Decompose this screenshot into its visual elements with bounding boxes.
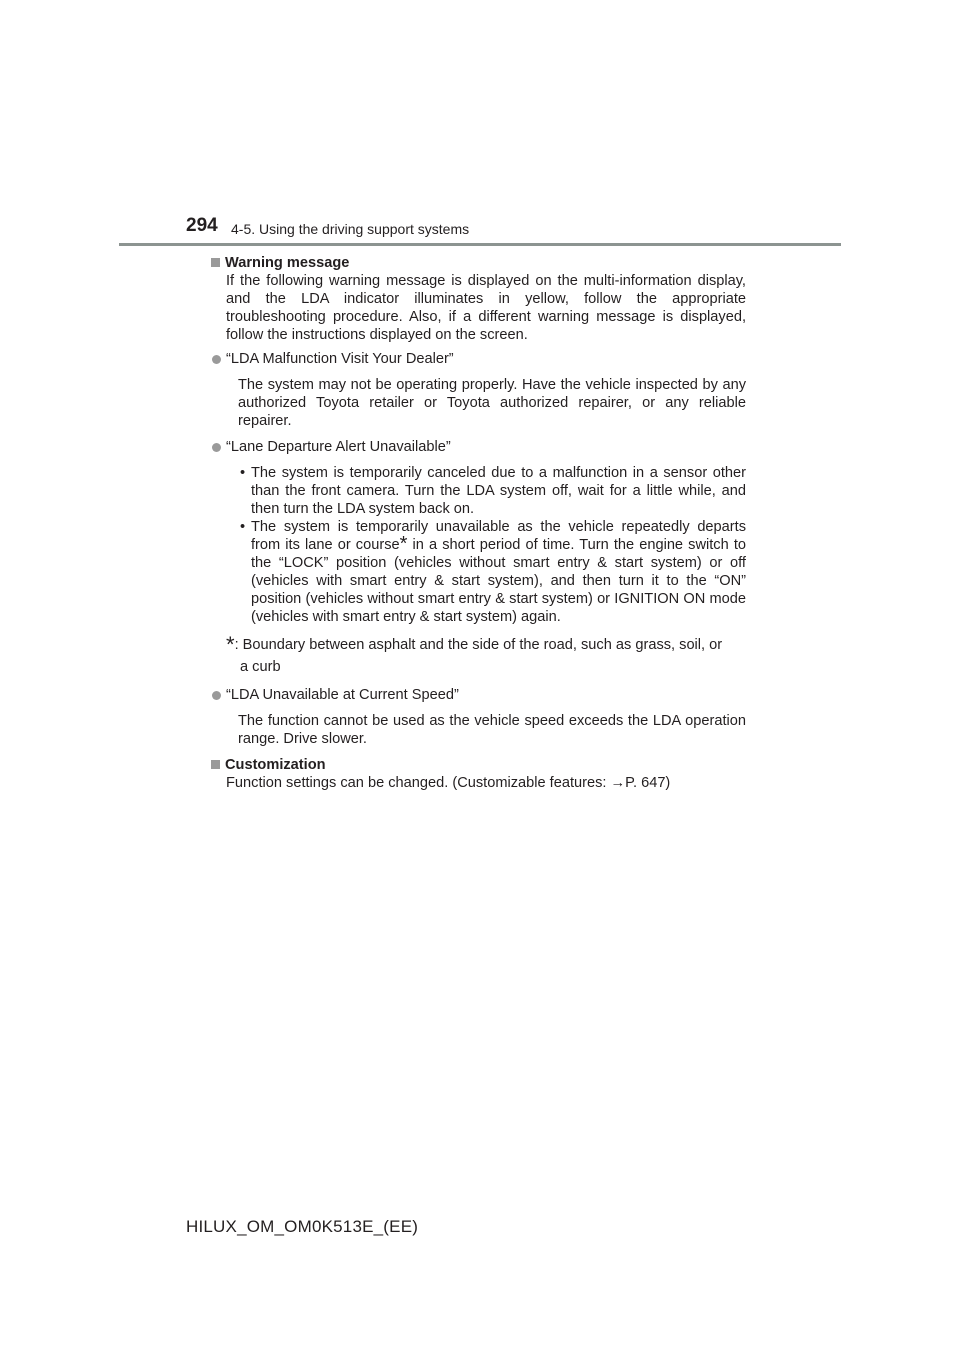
- page-reference-link[interactable]: P. 647): [625, 775, 671, 791]
- customization-text: [210, 774, 746, 792]
- arrow-icon: →: [610, 775, 626, 791]
- header-divider: [119, 243, 841, 246]
- customization-heading: [210, 756, 746, 774]
- document-code: HILUX_OM_OM0K513E_(EE): [186, 1217, 419, 1236]
- warning-message-heading: [210, 254, 746, 272]
- footnote-marker: *: [226, 632, 235, 657]
- page-content: [210, 254, 746, 792]
- heading-text: Customization: [225, 757, 326, 773]
- message-title: “LDA Malfunction Visit Your Dealer”: [226, 351, 454, 367]
- message-lda-speed: [210, 686, 746, 704]
- page-number: 294: [186, 215, 218, 236]
- list-item-text-a: The system is temporarily unavailable as the vehicle repeatedly departs from its lane or course: [251, 519, 746, 553]
- message-lda-speed-text: The function cannot be used as the vehicle speed exceeds the LDA operation range. Drive slower.: [238, 713, 746, 747]
- section-title: 4-5. Using the driving support systems: [231, 221, 470, 237]
- list-item: [210, 464, 746, 518]
- message-lda-malfunction-text: The system may not be operating properly. Have the vehicle inspected by any authorized Toyota retailer or Toyota authorized repairer, or any reliable repairer.: [238, 377, 746, 429]
- footnote-reference: *: [399, 533, 408, 555]
- warning-intro: If the following warning message is displayed on the multi-information display, and the LDA indicator illuminates in yellow, follow the appropriate troubleshooting procedure. Also, if a different warning message is displayed, follow the instructions displayed on the screen.: [226, 273, 746, 343]
- customization-text-prefix: Function settings can be changed. (Customizable features:: [226, 775, 611, 791]
- list-item-text-b: in a short period of time. Turn the engine switch to the “LOCK” position (vehicles without smart entry & start system) or off (vehicles with smart entry & start system), and then turn it to the “ON” position (vehicles without smart entry & start system) or IGNITION ON mode (vehicles with smart entry & start system) again.: [251, 537, 746, 625]
- footnote-text: : Boundary between asphalt and the side of the road, such as grass, soil, or: [234, 637, 723, 653]
- square-bullet-icon: [211, 760, 220, 769]
- message-title: “Lane Departure Alert Unavailable”: [226, 439, 451, 455]
- footnote: [210, 632, 746, 657]
- footnote-continuation: a curb: [240, 659, 281, 675]
- circle-bullet-icon: [212, 443, 221, 452]
- list-bullet: •: [240, 519, 246, 535]
- list-item-text: The system is temporarily canceled due to a malfunction in a sensor other than the front camera. Turn the LDA system off, wait for a little while, and then turn the LDA system back on.: [251, 465, 746, 517]
- square-bullet-icon: [211, 258, 220, 267]
- page-header: [0, 0, 960, 250]
- heading-text: Warning message: [225, 255, 350, 271]
- message-lda-unavailable: [210, 438, 746, 456]
- message-title: “LDA Unavailable at Current Speed”: [226, 687, 459, 703]
- list-bullet: •: [240, 465, 246, 481]
- message-lda-malfunction: [210, 350, 746, 368]
- circle-bullet-icon: [212, 691, 221, 700]
- list-item: [210, 518, 746, 626]
- circle-bullet-icon: [212, 355, 221, 364]
